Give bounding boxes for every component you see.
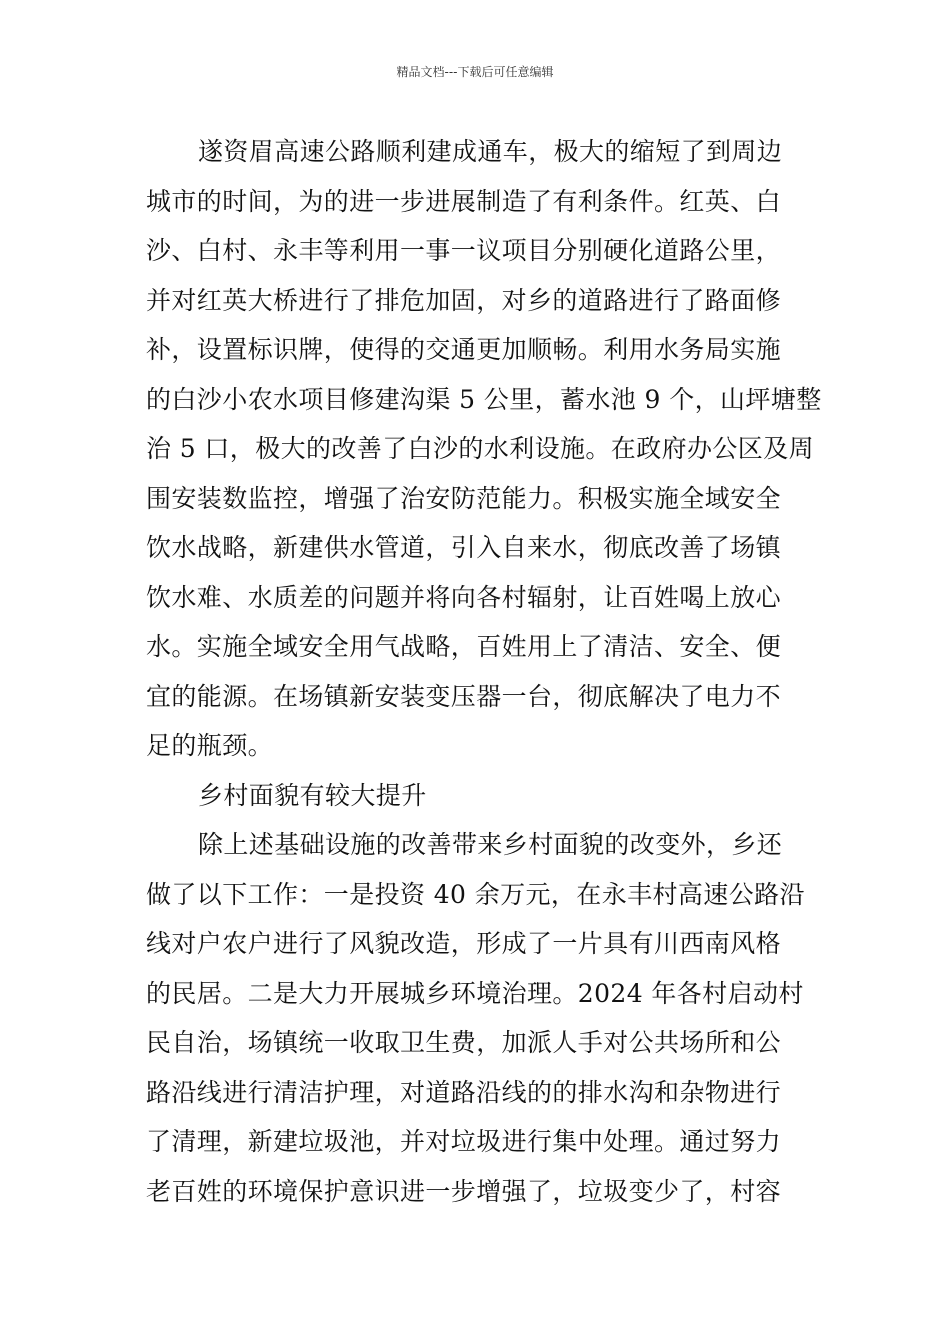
text-line: 城市的时间，为的进一步进展制造了有利条件。红英、白 <box>146 186 782 216</box>
section-heading: 乡村面貌有较大提升 <box>198 780 427 810</box>
page-header: 精品文档---下载后可任意编辑 <box>396 65 554 79</box>
text-line: 足的瓶颈。 <box>146 731 274 760</box>
text-line: 的民居。二是大力开展城乡环境治理。2024 年各村启动村 <box>146 978 804 1008</box>
text-line: 老百姓的环境保护意识进一步增强了，垃圾变少了，村容 <box>146 1176 782 1206</box>
text-line: 围安装数监控，增强了治安防范能力。积极实施全域安全 <box>146 483 782 513</box>
text-line: 水。实施全域安全用气战略，百姓用上了清洁、安全、便 <box>146 632 782 661</box>
text-line: 除上述基础设施的改善带来乡村面貌的改变外，乡还 <box>198 830 783 859</box>
text-line: 并对红英大桥进行了排危加固，对乡的道路进行了路面修 <box>146 285 782 315</box>
text-line: 沙、白村、永丰等利用一事一议项目分别硬化道路公里， <box>146 236 782 265</box>
text-line: 了清理，新建垃圾池，并对垃圾进行集中处理。通过努力 <box>146 1127 782 1156</box>
text-line: 路沿线进行清洁护理，对道路沿线的的排水沟和杂物进行 <box>146 1077 782 1107</box>
text-line: 线对户农户进行了风貌改造，形成了一片具有川西南风格 <box>146 929 782 958</box>
text-line: 饮水战略，新建供水管道，引入自来水，彻底改善了场镇 <box>146 533 782 562</box>
text-line: 宜的能源。在场镇新安装变压器一台，彻底解决了电力不 <box>146 681 782 711</box>
text-line: 民自治，场镇统一收取卫生费，加派人手对公共场所和公 <box>146 1028 782 1057</box>
document-body <box>146 127 822 1216</box>
text-line: 治 5 口，极大的改善了白沙的水利设施。在政府办公区及周 <box>146 434 815 463</box>
text-line: 遂资眉高速公路顺利建成通车，极大的缩短了到周边 <box>198 137 783 166</box>
text-line: 饮水难、水质差的问题并将向各村辐射，让百姓喝上放心 <box>146 582 782 612</box>
text-line: 补，设置标识牌，使得的交通更加顺畅。利用水务局实施 <box>146 335 782 364</box>
text-line: 的白沙小农水项目修建沟渠 5 公里，蓄水池 9 个，山坪塘整 <box>146 384 822 414</box>
text-line: 做了以下工作：一是投资 40 余万元，在永丰村高速公路沿 <box>146 879 805 909</box>
